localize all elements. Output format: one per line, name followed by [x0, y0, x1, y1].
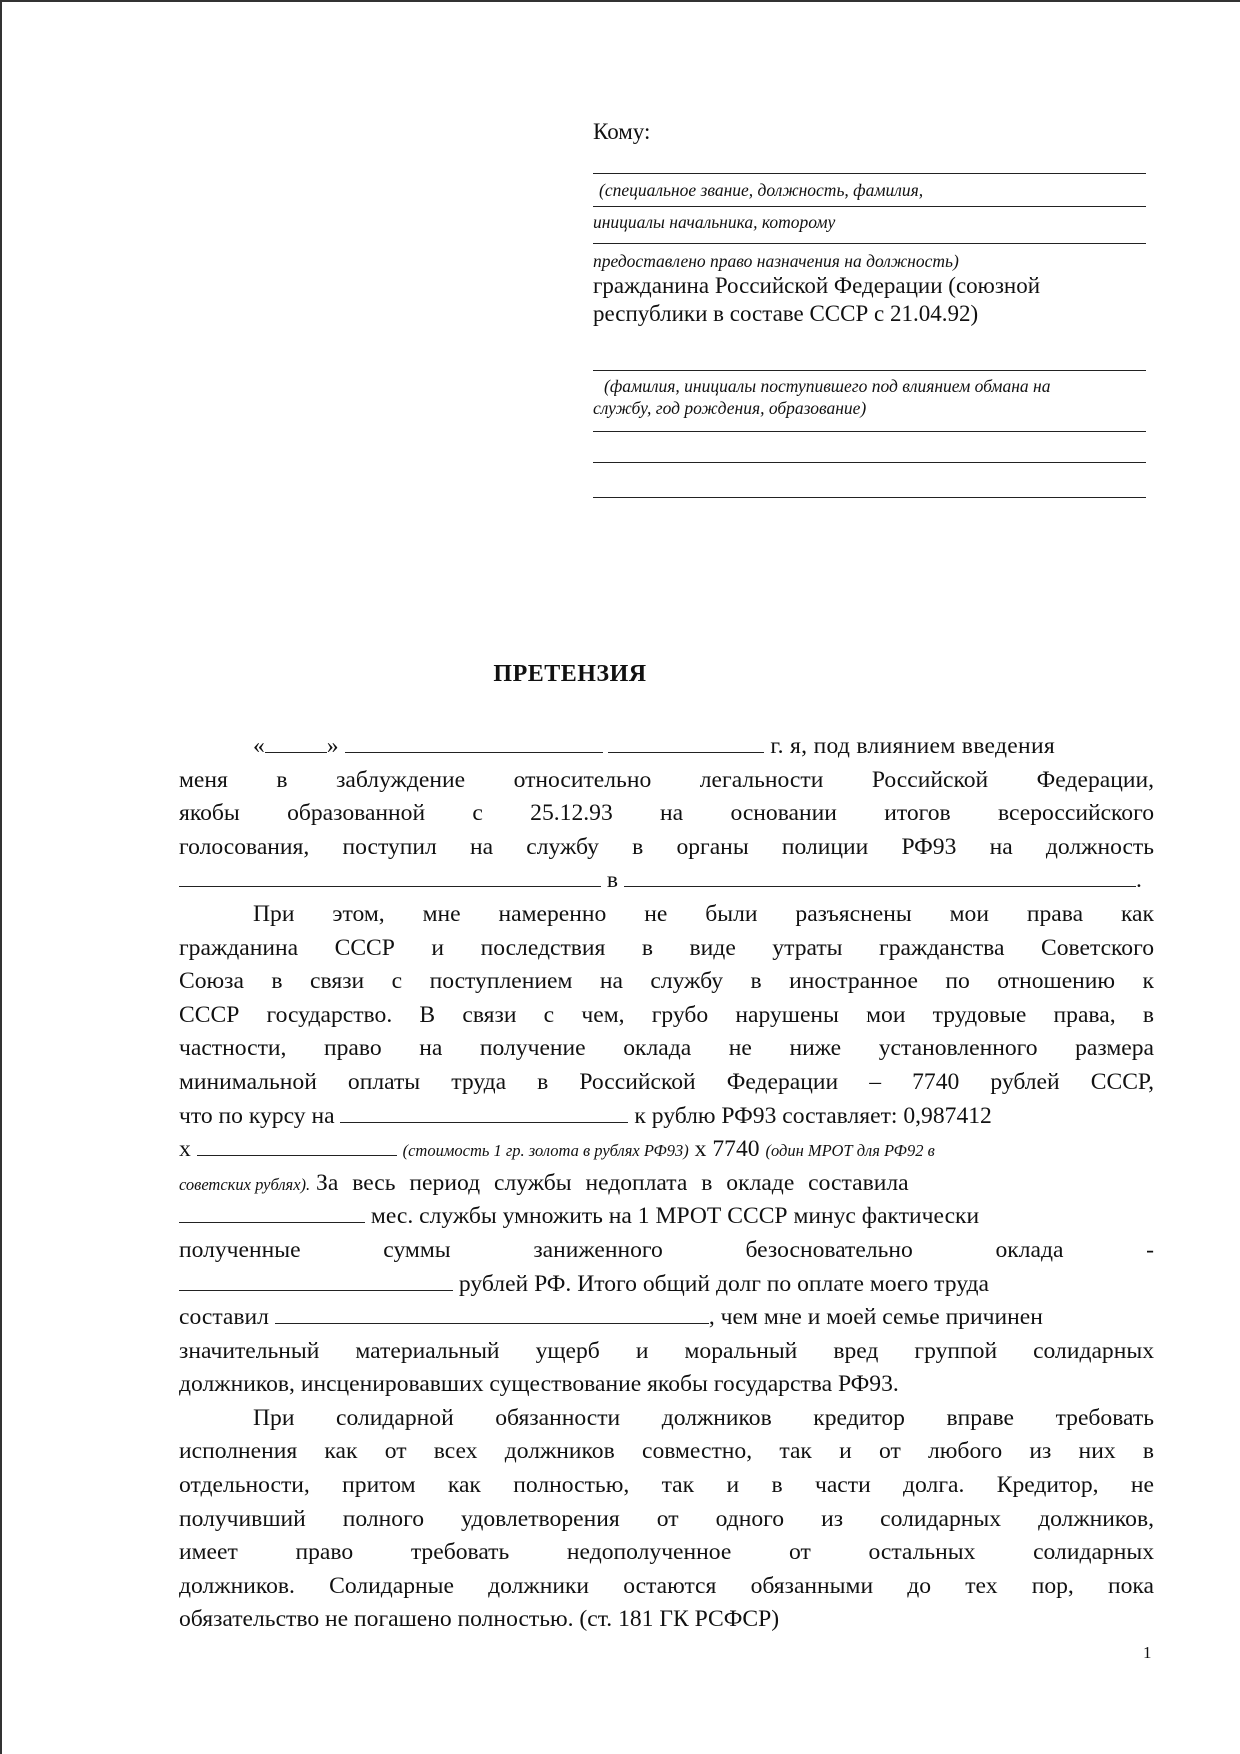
blank-department — [624, 864, 1136, 887]
blank-rate-date — [340, 1100, 628, 1123]
text-line — [179, 1100, 1154, 1134]
text-fragment: . — [1135, 867, 1142, 894]
text-line: меня в заблуждение относительно легальности Российской Федерации, — [179, 766, 1154, 793]
quote-close: » — [326, 733, 339, 759]
text-line: значительный материальный ущерб и моральный вред группой солидарных — [179, 1337, 1154, 1364]
text-line: голосования, поступил на службу в органы полиции РФ93 на должность — [179, 833, 1154, 860]
text-line — [179, 1268, 1154, 1302]
blank-position — [179, 864, 601, 887]
caption-right: предоставлено право назначения на должность) — [593, 251, 959, 271]
text-fragment: в — [606, 867, 619, 894]
text-line — [179, 730, 1154, 764]
text-line: получивший полного удовлетворения от одного из солидарных должников, — [179, 1505, 1154, 1532]
blank-total-debt — [275, 1301, 709, 1324]
text-line: полученные суммы заниженного безосновательно оклада - — [179, 1236, 1154, 1263]
text-line: гражданина СССР и последствия в виде утраты гражданства Советского — [179, 934, 1154, 961]
page-border-left — [0, 0, 2, 1754]
text-fragment: , чем мне и моей семье причинен — [708, 1304, 1043, 1331]
citizen-line-1: гражданина Российской Федерации (союзной — [593, 273, 1041, 298]
text-fragment: рублей РФ. Итого общий долг по оплате моего труда — [458, 1270, 990, 1297]
blank-day — [265, 730, 327, 753]
text-line: обязательство не погашено полностью. (ст. 181 ГК РСФСР) — [179, 1606, 780, 1633]
text-line: При этом, мне намеренно не были разъяснены мои права как — [253, 900, 1154, 927]
text-line: Союза в связи с поступлением на службу в иностранное по отношению к — [179, 968, 1154, 995]
document-title: ПРЕТЕНЗИЯ — [493, 661, 647, 687]
document-body — [179, 730, 1154, 1637]
page-border-top — [0, 0, 1240, 2]
text-line: частности, право на получение оклада не ниже установленного размера — [179, 1035, 1154, 1062]
text-line — [179, 864, 1154, 898]
page-number: 1 — [1143, 1643, 1152, 1662]
caption-initials: инициалы начальника, которому — [593, 212, 836, 232]
blank-month — [345, 730, 603, 753]
text-fragment: составил — [179, 1304, 269, 1331]
text-line — [179, 1167, 1154, 1201]
note-mrot: (один МРОТ для РФ92 в — [765, 1141, 935, 1161]
caption-applicant-2: службу, год рождения, образование) — [593, 398, 867, 418]
text-fragment: к рублю РФ93 составляет: 0,987412 — [634, 1102, 992, 1129]
addressee-block — [593, 118, 1146, 498]
note-rubles: советских рублях). — [179, 1174, 311, 1194]
note-gold: (стоимость 1 гр. золота в рублях РФ93) — [402, 1141, 689, 1161]
text-line — [179, 1200, 1154, 1234]
text-line: минимальной оплаты труда в Российской Федерации – 7740 рублей СССР, — [179, 1068, 1154, 1095]
blank-line — [593, 497, 1146, 498]
blank-year — [608, 730, 764, 753]
text-line — [179, 1301, 1154, 1335]
text-line: При солидарной обязанности должников кредитор вправе требовать — [253, 1404, 1154, 1431]
caption-rank: (специальное звание, должность, фамилия, — [599, 180, 924, 200]
text-line: отдельности, притом как полностью, так и в части долга. Кредитор, не — [179, 1472, 1154, 1499]
to-label: Кому: — [593, 119, 651, 144]
text-fragment: что по курсу на — [179, 1102, 335, 1129]
text-fragment: мес. службы умножить на 1 МРОТ СССР минус фактически — [370, 1203, 980, 1230]
text-line: якобы образованной с 25.12.93 на основании итогов всероссийского — [179, 800, 1154, 827]
text-line: СССР государство. В связи с чем, грубо нарушены мои трудовые права, в — [179, 1001, 1154, 1028]
text-fragment: За весь период службы недоплата в окладе составила — [316, 1169, 909, 1196]
text-line: должников. Солидарные должники остаются обязанными до тех пор, пока — [179, 1572, 1154, 1599]
text-line: исполнения как от всех должников совместно, так и от любого из них в — [179, 1438, 1154, 1465]
blank-amount — [179, 1268, 453, 1291]
caption-applicant-1: (фамилия, инициалы поступившего под влиянием обмана на — [604, 376, 1051, 396]
blank-gold-price — [197, 1133, 397, 1156]
text-line — [179, 1133, 1154, 1167]
quote-open: « — [253, 733, 265, 759]
text-fragment: г. я, под влиянием введения — [770, 733, 1056, 759]
text-line: имеет право требовать недополученное от остальных солидарных — [179, 1539, 1154, 1566]
citizen-line-2: республики в составе СССР с 21.04.92) — [593, 301, 979, 326]
text-fragment: х 7740 — [694, 1136, 760, 1163]
text-line: должников, инсценировавших существование якобы государства РФ93. — [179, 1371, 899, 1398]
text-fragment: х — [179, 1136, 191, 1163]
blank-months — [179, 1200, 365, 1223]
